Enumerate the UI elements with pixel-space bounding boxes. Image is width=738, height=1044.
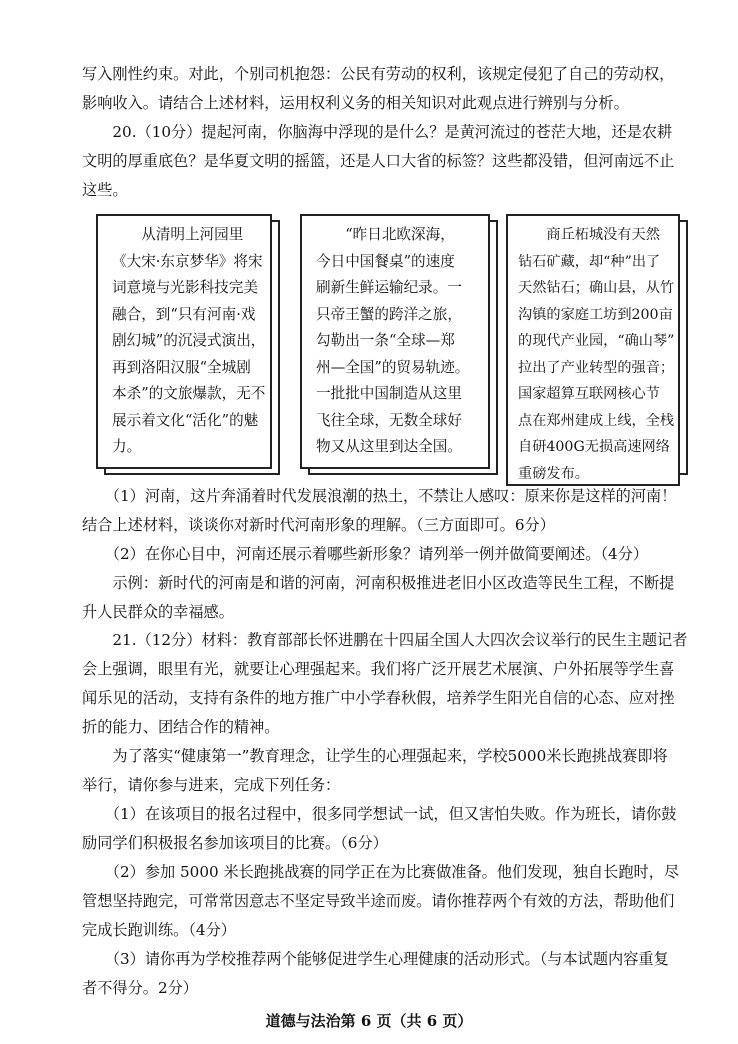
text-line: 沟镇的家庭工坊到200亩 — [518, 306, 673, 323]
text-line: 21.（12分）材料：教育部部长怀进鹏在十四届全国人大四次会议举行的民生主题记者 — [82, 631, 688, 649]
text-line: 管想坚持跑完，可常常因意志不坚定导致半途而废。请你推荐两个有效的方法，帮助他们 — [82, 892, 675, 910]
text-line: 20.（10分）提起河南，你脑海中浮现的是什么？是黄河流过的苍茫大地，还是农耕 — [82, 123, 673, 141]
text-line: 者不得分。2分） — [82, 979, 198, 997]
text-line: 为了落实“健康第一”教育理念，让学生的心理强起来，学校5000米长跑挑战赛即将 — [82, 747, 668, 765]
text-line: 融合，到“只有河南·戏 — [112, 305, 256, 323]
text-line: 一批批中国制造从这里 — [316, 385, 462, 402]
text-line: 影响收入。请结合上述材料，运用权利义务的相关知识对此观点进行辨别与分析。 — [82, 94, 629, 112]
text-line: 今日中国餐桌”的速度 — [316, 252, 455, 270]
question-21 — [82, 626, 688, 1003]
text-line: 州—全国”的贸易轨迹。 — [316, 358, 470, 376]
text-line: 剧幻城”的沉浸式演出， — [112, 332, 266, 349]
text-line: （1）河南，这片奔涌着时代发展浪潮的热土，不禁让人感叹：原来你是这样的河南！ — [82, 487, 677, 505]
text-line: 只帝王蟹的跨洋之旅， — [316, 305, 462, 323]
text-line: 的现代产业园，“确山琴” — [518, 333, 675, 349]
text-line: 会上强调，眼里有光，就要让心理强起来。我们将广泛开展艺术展演、户外拓展等学生喜 — [82, 660, 675, 678]
text-line: 示例：新时代的河南是和谐的河南，河南积极推进老旧小区改造等民生工程，不断提 — [82, 574, 675, 592]
text-line: （2）参加 5000 米长跑挑战赛的同学正在为比赛做准备。他们发现，独自长跑时，尽 — [82, 863, 680, 881]
material-card-trade — [300, 214, 490, 469]
text-line: 点在郑州建成上线，全栈 — [518, 412, 675, 429]
question-20-stem — [82, 118, 682, 205]
text-line: 钻石矿藏，却“种”出了 — [518, 253, 661, 270]
text-line: 自研400G无损高速网络 — [518, 439, 670, 455]
text-line: 再到洛阳汉服“全城剧 — [112, 358, 251, 376]
text-line: 励同学们积极报名参加该项目的比赛。（6分） — [82, 834, 388, 852]
text-line: 重磅发布。 — [518, 465, 589, 482]
text-line: 物又从这里到达全国。 — [316, 438, 462, 455]
text-line: 从清明上河园里 — [112, 226, 244, 243]
text-line: 勾勒出一条“全球—郑 — [316, 332, 455, 349]
card-text — [518, 222, 674, 487]
text-line: （2）在你心目中，河南还展示着哪些新形象？请列举一例并做简要阐述。（4分） — [82, 545, 649, 563]
text-line: 词意境与光影科技完美 — [112, 279, 258, 296]
text-line: 刷新生鲜运输纪录。一 — [316, 279, 462, 296]
text-line: 完成长跑训练。（4分） — [82, 921, 236, 939]
text-line: 商丘柘城没有天然 — [518, 227, 660, 243]
text-line: 本杀”的文旅爆款，无不 — [112, 385, 266, 402]
intro-paragraph — [82, 60, 682, 118]
text-line: 文明的厚重底色？是华夏文明的摇篮，还是人口大省的标签？这些都没错，但河南远不止 — [82, 152, 675, 170]
text-line: 升人民群众的幸福感。 — [82, 603, 234, 621]
text-line: 这些。 — [82, 181, 128, 199]
text-line: 展示着文化“活化”的魅 — [112, 411, 259, 429]
text-line: 天然钻石；确山县，从竹 — [518, 280, 675, 296]
text-line: 力。 — [112, 438, 142, 455]
text-line: 飞往全球，无数全球好 — [316, 411, 462, 429]
text-line: 国家超算互联网核心节 — [518, 386, 660, 402]
text-line: 结合上述材料，谈谈你对新时代河南形象的理解。（三方面即可。6分） — [82, 516, 555, 534]
text-line: 写入刚性约束。对此，个别司机抱怨：公民有劳动的权利，该规定侵犯了自己的劳动权， — [82, 65, 675, 83]
card-text — [112, 222, 265, 461]
text-line: （1）在该项目的报名过程中，很多同学想试一试，但又害怕失败。作为班长，请你鼓 — [82, 805, 677, 823]
text-line: 折的能力、团结合作的精神。 — [82, 718, 280, 736]
text-line: 《大宋·东京梦华》将宋 — [112, 252, 263, 270]
text-line: （3）请你再为学校推荐两个能够促进学生心理健康的活动形式。（与本试题内容重复 — [82, 950, 669, 968]
material-card-culture — [96, 214, 272, 469]
text-line: “昨日北欧深海， — [316, 226, 455, 243]
text-line: 拉出了产业转型的强音； — [518, 359, 675, 376]
material-card-industry — [506, 214, 680, 486]
page-footer: 道德与法治第 6 页（共 6 页） — [265, 1012, 473, 1030]
question-20-subquestions — [82, 482, 682, 627]
card-text — [316, 222, 469, 461]
text-line: 举行，请你参与进来，完成下列任务： — [82, 776, 341, 794]
text-line: 闻乐见的活动，支持有条件的地方推广中小学春秋假，培养学生阳光自信的心态、应对挫 — [82, 689, 675, 707]
